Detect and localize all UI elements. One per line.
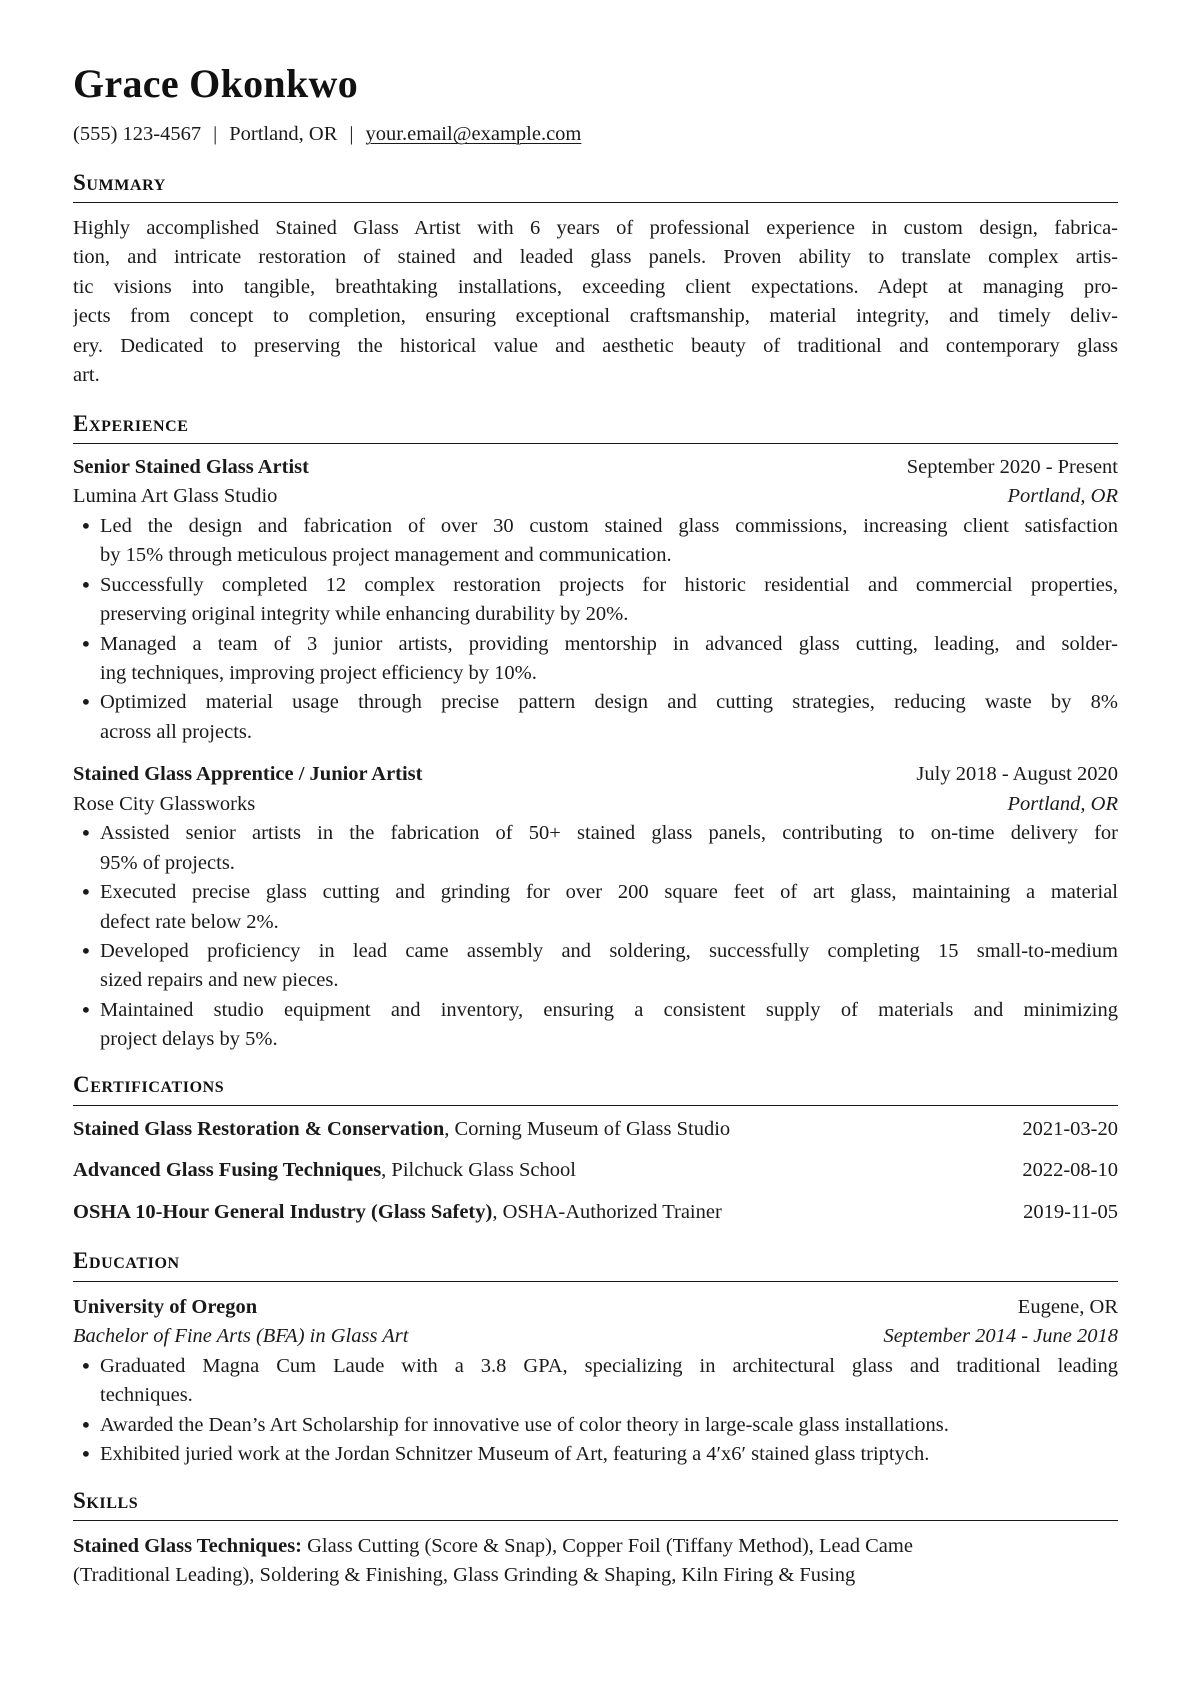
section-rule [73, 1520, 1118, 1521]
job-title: Senior Stained Glass Artist [73, 456, 309, 478]
bullet-line: techniques. [100, 1384, 193, 1406]
bullet-line: across all projects. [100, 721, 252, 743]
bullet-icon: • [80, 880, 92, 904]
bullet-line: Awarded the Dean’s Art Scholarship for innovative use of color theory in large-scale glass installations. [100, 1414, 949, 1436]
section-rule [73, 1281, 1118, 1282]
summary-line: Highly accomplished Stained Glass Artist with 6 years of professional experience in custom design, fabrica- [73, 217, 1118, 239]
section-heading-experience: Experience [73, 411, 189, 436]
bullet-line: Exhibited juried work at the Jordan Schnitzer Museum of Art, featuring a 4′x6′ stained glass triptych. [100, 1443, 930, 1465]
certification-row [73, 1117, 1118, 1141]
separator: | [349, 123, 354, 145]
education-subheader [73, 1324, 1118, 1348]
bullet-icon: • [80, 821, 92, 845]
job-location: Portland, OR [1007, 793, 1118, 815]
section-rule [73, 202, 1118, 203]
bullet-line: 95% of projects. [100, 852, 235, 874]
cert-date: 2019-11-05 [1023, 1201, 1118, 1223]
job-title: Stained Glass Apprentice / Junior Artist [73, 763, 423, 785]
bullet-line: Maintained studio equipment and inventory, ensuring a consistent supply of materials and minimizing [100, 999, 1118, 1021]
summary-line: jects from concept to completion, ensuring exceptional craftsmanship, material integrity, and timely deliv- [73, 305, 1118, 327]
job-header [73, 762, 1118, 786]
bullet-icon: • [80, 690, 92, 714]
education-header [73, 1295, 1118, 1319]
separator: | [213, 123, 218, 145]
bullet-line: Led the design and fabrication of over 30 custom stained glass commissions, increasing client satisfaction [100, 515, 1118, 537]
bullet-line: preserving original integrity while enhancing durability by 20%. [100, 603, 629, 625]
bullet-line: Successfully completed 12 complex restoration projects for historic residential and commercial properties, [100, 574, 1118, 596]
bullet-icon: • [80, 573, 92, 597]
contact-line [73, 122, 581, 146]
bullet-icon: • [80, 998, 92, 1022]
section-heading-education: Education [73, 1248, 180, 1273]
summary-line: art. [73, 364, 100, 386]
education-dates: September 2014 - June 2018 [883, 1325, 1118, 1347]
bullet-icon: • [80, 939, 92, 963]
location: Portland, OR [229, 123, 338, 145]
skills-line [73, 1534, 1118, 1558]
bullet-line: sized repairs and new pieces. [100, 969, 339, 991]
phone: (555) 123-4567 [73, 123, 202, 145]
summary-line: ery. Dedicated to preserving the historical value and aesthetic beauty of traditional and contemporary glass [73, 335, 1118, 357]
bullet-icon: • [80, 1442, 92, 1466]
company: Lumina Art Glass Studio [73, 485, 278, 507]
bullet-line: Graduated Magna Cum Laude with a 3.8 GPA, specializing in architectural glass and traditional leading [100, 1355, 1118, 1377]
bullet-line: project delays by 5%. [100, 1028, 278, 1050]
summary-line: tic visions into tangible, breathtaking installations, exceeding client expectations. Adept at managing pro- [73, 276, 1118, 298]
certification-row [73, 1200, 1118, 1224]
bullet-line: Executed precise glass cutting and grinding for over 200 square feet of art glass, maintaining a material [100, 881, 1118, 903]
cert-date: 2022-08-10 [1022, 1159, 1118, 1181]
job-dates: July 2018 - August 2020 [916, 763, 1118, 785]
bullet-icon: • [80, 632, 92, 656]
degree: Bachelor of Fine Arts (BFA) in Glass Art [73, 1325, 409, 1347]
job-header [73, 455, 1118, 479]
school-location: Eugene, OR [1017, 1296, 1118, 1318]
bullet-icon: • [80, 1413, 92, 1437]
cert-name: Stained Glass Restoration & Conservation [73, 1118, 445, 1140]
cert-issuer: , Pilchuck Glass School [381, 1159, 576, 1181]
cert-name: Advanced Glass Fusing Techniques [73, 1159, 382, 1181]
cert-name: OSHA 10-Hour General Industry (Glass Safety) [73, 1201, 493, 1223]
job-dates: September 2020 - Present [906, 456, 1118, 478]
section-heading-skills: Skills [73, 1488, 139, 1513]
skills-line: (Traditional Leading), Soldering & Finishing, Glass Grinding & Shaping, Kiln Firing & Fusing [73, 1564, 856, 1586]
job-subheader [73, 484, 1118, 508]
skills-category-label: Stained Glass Techniques: [73, 1535, 302, 1557]
bullet-line: by 15% through meticulous project management and communication. [100, 544, 672, 566]
bullet-line: Assisted senior artists in the fabrication of 50+ stained glass panels, contributing to on-time delivery for [100, 822, 1118, 844]
bullet-line: Developed proficiency in lead came assembly and soldering, successfully completing 15 small-to-medium [100, 940, 1118, 962]
job-subheader [73, 792, 1118, 816]
bullet-icon: • [80, 514, 92, 538]
skills-list: Glass Cutting (Score & Snap), Copper Foil (Tiffany Method), Lead Came [302, 1535, 913, 1557]
bullet-line: defect rate below 2%. [100, 911, 279, 933]
cert-issuer: , Corning Museum of Glass Studio [444, 1118, 731, 1140]
bullet-line: ing techniques, improving project efficiency by 10%. [100, 662, 537, 684]
summary-line: tion, and intricate restoration of stained and leaded glass panels. Proven ability to translate complex artis- [73, 246, 1118, 268]
section-rule [73, 1105, 1118, 1106]
candidate-name: Grace Okonkwo [73, 61, 359, 106]
bullet-line: Managed a team of 3 junior artists, providing mentorship in advanced glass cutting, leading, and solder- [100, 633, 1118, 655]
section-heading-certifications: Certifications [73, 1072, 225, 1097]
school-name: University of Oregon [73, 1296, 258, 1318]
certification-row [73, 1158, 1118, 1182]
cert-issuer: , OSHA-Authorized Trainer [492, 1201, 722, 1223]
email-link[interactable]: your.email@example.com [365, 123, 582, 145]
job-location: Portland, OR [1007, 485, 1118, 507]
bullet-line: Optimized material usage through precise pattern design and cutting strategies, reducing waste by 8% [100, 691, 1118, 713]
company: Rose City Glassworks [73, 793, 256, 815]
cert-date: 2021-03-20 [1022, 1118, 1118, 1140]
section-heading-summary: Summary [73, 170, 166, 195]
bullet-icon: • [80, 1354, 92, 1378]
section-rule [73, 443, 1118, 444]
